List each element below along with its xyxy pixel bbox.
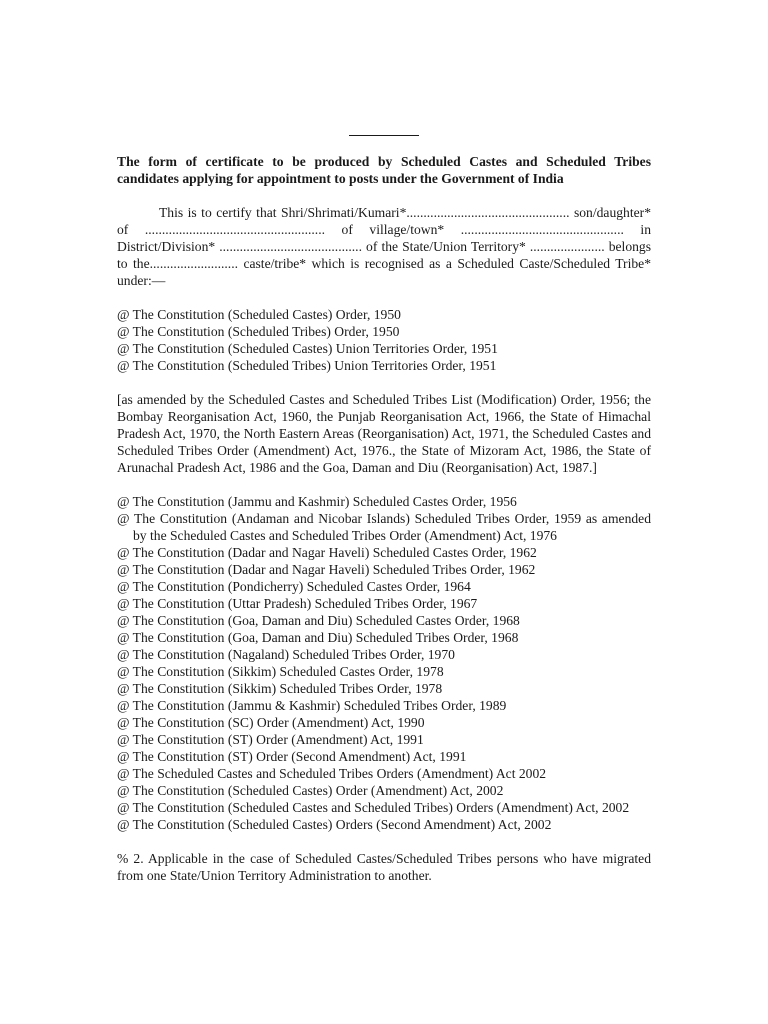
list-item: @ The Constitution (Dadar and Nagar Haveli) Scheduled Tribes Order, 1962	[117, 562, 536, 577]
amendments-paragraph: [as amended by the Scheduled Castes and Scheduled Tribes List (Modification) Order, 1956; the Bombay Reorganisation Act, 1960, the Punjab Reorganisation Act, 1966, the State of Himachal Pradesh Act, 1970, the North Eastern Areas (Reorganisation) Act, 1971, the Scheduled Castes and Scheduled Tribes Order (Amendment) Act, 1976., the State of Mizoram Act, 1986, the State of Arunachal Pradesh Act, 1986 and the Goa, Daman and Diu (Reorganisation) Act, 1987.]	[117, 392, 651, 475]
list-item: @ The Constitution (Nagaland) Scheduled Tribes Order, 1970	[117, 647, 455, 662]
list-item: @ The Constitution (ST) Order (Second Amendment) Act, 1991	[117, 749, 467, 764]
list-item: @ The Constitution (Scheduled Tribes) Order, 1950	[117, 324, 400, 339]
list-item: @ The Constitution (SC) Order (Amendment) Act, 1990	[117, 715, 425, 730]
list-item: @ The Constitution (Uttar Pradesh) Scheduled Tribes Order, 1967	[117, 596, 478, 611]
list-item: @ The Constitution (Jammu & Kashmir) Scheduled Tribes Order, 1989	[117, 698, 507, 713]
document-title: The form of certificate to be produced by Scheduled Castes and Scheduled Tribes candidates applying for appointment to posts under the Government of India	[117, 154, 651, 186]
document-body	[117, 153, 651, 884]
list-item: @ The Constitution (Scheduled Castes and Scheduled Tribes) Orders (Amendment) Act, 2002	[117, 800, 630, 815]
list-item: @ The Constitution (Scheduled Castes) Union Territories Order, 1951	[117, 341, 498, 356]
list-item: @ The Constitution (Pondicherry) Scheduled Castes Order, 1964	[117, 579, 471, 594]
list-item: @ The Constitution (Goa, Daman and Diu) Scheduled Castes Order, 1968	[117, 613, 520, 628]
list-item: @ The Constitution (Scheduled Castes) Order, 1950	[117, 307, 401, 322]
list-item: @ The Constitution (Jammu and Kashmir) Scheduled Castes Order, 1956	[117, 494, 517, 509]
orders-list-secondary	[117, 493, 651, 833]
list-item: @ The Constitution (ST) Order (Amendment) Act, 1991	[117, 732, 424, 747]
list-item: @ The Constitution (Dadar and Nagar Haveli) Scheduled Castes Order, 1962	[117, 545, 537, 560]
header-rule	[349, 135, 419, 136]
certify-paragraph: This is to certify that Shri/Shrimati/Kumari*................................................ son/daughter* of ..................................................... of village/town* ................................................ in District/Division* .......................................... of the State/Union Territory* ...................... belongs to the.......................... caste/tribe* which is recognised as a Scheduled Caste/Scheduled Tribe* under:—	[117, 205, 651, 288]
list-item: @ The Constitution (Goa, Daman and Diu) Scheduled Tribes Order, 1968	[117, 630, 519, 645]
list-item: @ The Constitution (Andaman and Nicobar Islands) Scheduled Tribes Order, 1959 as amended by the Scheduled Castes and Scheduled Tribes Order (Amendment) Act, 1976	[117, 511, 651, 543]
list-item: @ The Constitution (Scheduled Tribes) Union Territories Order, 1951	[117, 358, 497, 373]
list-item: @ The Scheduled Castes and Scheduled Tribes Orders (Amendment) Act 2002	[117, 766, 547, 781]
list-item: @ The Constitution (Sikkim) Scheduled Tribes Order, 1978	[117, 681, 443, 696]
list-item: @ The Constitution (Scheduled Castes) Order (Amendment) Act, 2002	[117, 783, 504, 798]
list-item: @ The Constitution (Sikkim) Scheduled Castes Order, 1978	[117, 664, 444, 679]
list-item: @ The Constitution (Scheduled Castes) Orders (Second Amendment) Act, 2002	[117, 817, 552, 832]
note-paragraph: % 2. Applicable in the case of Scheduled Castes/Scheduled Tribes persons who have migrated from one State/Union Territory Administration to another.	[117, 851, 651, 883]
orders-list-primary	[117, 306, 651, 374]
